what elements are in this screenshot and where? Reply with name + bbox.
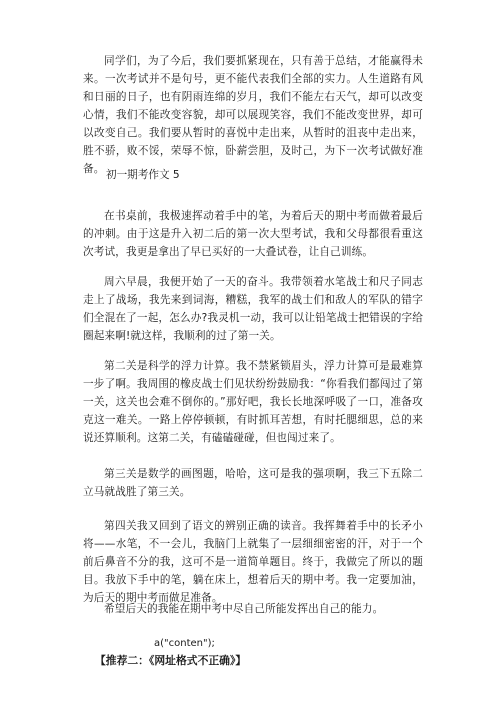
paragraph-second-level: 第二关是科学的浮力计算。我不禁紧锁眉头，浮力计算可是最难算一步了啊。我周围的橡皮战士们见状纷纷鼓励我：“你看我们都闯过了第一关，这关也会难不倒你的。”那好吧，我长长地深呼吸了一口，准备攻克这一难关。一路上停停顿顿，有时抓耳苦想，有时托腮细思，总的来说还算顺利。这第二关，有磕磕碰碰，但也闯过来了。 <box>83 360 423 444</box>
paragraph-hope: 希望后天的我能在期中考中尽自己所能发挥出自己的能力。 <box>104 603 384 615</box>
paragraph-fourth-level: 第四关我又回到了语文的辨别正确的读音。我挥舞着手中的长矛小将——水笔，不一会儿，我脑门上就集了一层细细密密的汗，对于一个前后鼻音不分的我，这可不是一道简单题目。终于，我做完了所以的题目。我放下手中的笔，躺在床上，想着后天的期中考。我一定要加油，为后天的期中考而做足准备。 <box>83 520 423 604</box>
code-snippet: a("conten"); <box>154 638 215 649</box>
paragraph-third-level: 第三关是数学的画图题，哈哈，这可是我的强项啊，我三下五除二立马就战胜了第三关。 <box>83 468 423 498</box>
paragraph-intro: 同学们，为了今后，我们要抓紧现在，只有善于总结，才能赢得未来。一次考试并不是句号，更不能代表我们全部的实力。人生道路有风和日丽的日子，也有阴雨连绵的岁月，我们不能左右天气，却可以改变心情，我们不能改变容貌，却可以展现笑容，我们不能改变世界，却可以改变自己。我们要从暂时的喜悦中走出来，从暂时的沮丧中走出来，胜不骄，败不馁，荣辱不惊，卧薪尝胆，及时己，为下一次考试做好准备。 <box>83 55 423 175</box>
essay-heading: 初一期考作文 5 <box>106 169 180 181</box>
paragraph-saturday: 周六早晨，我便开始了一天的奋斗。我带领着水笔战士和尺子同志走上了战场，我先来到词海，糟糕，我军的战士们和敌人的军队的错字们全混在了一起，怎么办?我灵机一动，我可以让铅笔战士把错误的字给圈起来啊!就这样，我顺利的过了第一关。 <box>83 276 423 342</box>
paragraph-desk: 在书桌前，我极速挥动着手中的笔，为着后天的期中考而做着最后的冲刺。由于这是升入初二后的第一次大型考试，我和父母都很看重这次考试，我更是拿出了早已买好的一大叠试卷，让自己训练。 <box>83 210 423 258</box>
recommend-link[interactable]: 【推荐二：《网址格式不正确》】 <box>95 654 247 667</box>
